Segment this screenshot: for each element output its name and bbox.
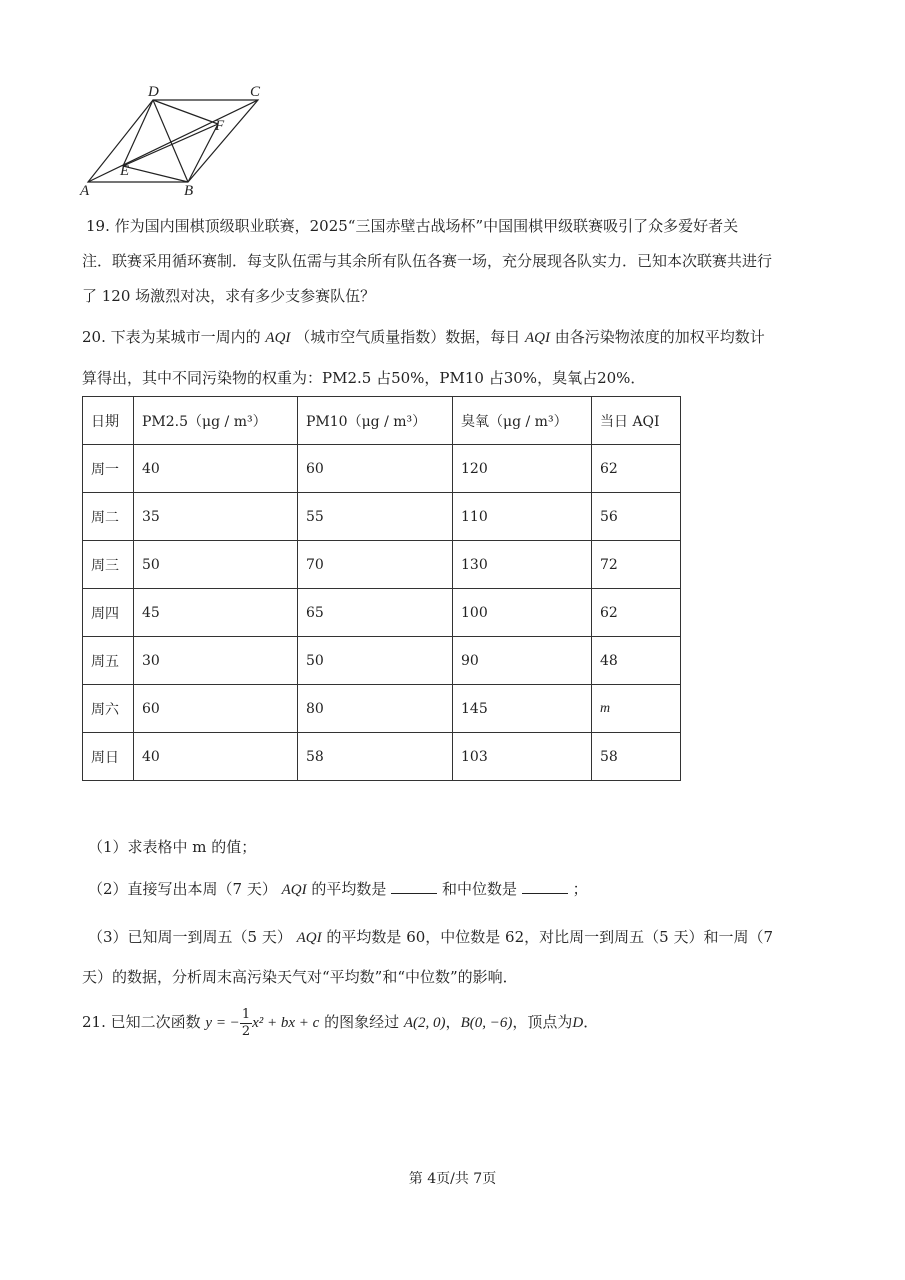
q21-end: ． [583,1013,599,1031]
header-pm10: PM10（μg / m³） [298,397,453,445]
q19-line3: 了 120 场激烈对决，求有多少支参赛队伍？ [82,287,376,305]
q21-tail: ，顶点为 [512,1013,573,1031]
q20-line1-a: 20. 下表为某城市一周内的 [82,328,261,346]
q20-sub2-c: 和中位数是 [442,880,518,898]
aqi-term: AQI [296,930,322,946]
q20-sub2-b: 的平均数是 [311,880,387,898]
table-cell: 周日 [83,733,134,781]
table-cell: 60 [134,685,298,733]
aqi-table [82,396,681,781]
table-cell: 58 [298,733,453,781]
answer-blank-mean [391,879,437,894]
q21-prefix: 21. 已知二次函数 [82,1013,201,1031]
table-cell: 48 [592,637,681,685]
table-cell: 145 [453,685,592,733]
table-cell: 周六 [83,685,134,733]
table-cell: 60 [298,445,453,493]
label-D: D [148,84,159,100]
table-cell: 70 [298,541,453,589]
table-cell: 40 [134,445,298,493]
table-cell: 100 [453,589,592,637]
q20-sub2-a: （2）直接写出本周（7 天） [88,880,277,898]
q21-rest: x² + bx + c [252,1015,320,1031]
label-C: C [250,84,261,100]
label-A: A [80,183,90,199]
q20-line2: 算得出，其中不同污染物的权重为：PM2.5 占50%，PM10 占30%，臭氧占20%． [82,369,646,387]
table-cell: 周三 [83,541,134,589]
table-cell: 周一 [83,445,134,493]
table-row [83,589,681,637]
table-cell: 80 [298,685,453,733]
point-B: B(0, −6) [460,1015,513,1031]
table-cell: 50 [298,637,453,685]
table-cell: 65 [298,589,453,637]
point-D: D [572,1015,584,1031]
label-E: E [120,163,130,179]
table-cell: 72 [592,541,681,589]
diagonal-DB [153,100,188,182]
q20-sub3-line2: 天）的数据，分析周末高污染天气对“平均数”和“中位数”的影响． [82,968,518,986]
label-B: B [184,183,194,199]
table-cell: 130 [453,541,592,589]
table-cell: 58 [592,733,681,781]
diagonal-AC [88,100,258,182]
q19-line1: 19. 作为国内围棋顶级职业联赛，2025“三国赤壁古战场杯”中国围棋甲级联赛吸引了众多爱好者关 [86,217,739,235]
q20-sub2-d: ； [572,880,588,898]
q21-y-eq: y = − [205,1015,240,1031]
table-cell: 55 [298,493,453,541]
table-cell: 40 [134,733,298,781]
fraction-one-half [240,1007,252,1040]
table-cell: 周二 [83,493,134,541]
table-cell: 120 [453,445,592,493]
table-cell: 62 [592,589,681,637]
table-cell: 62 [592,445,681,493]
table-row [83,685,681,733]
table-cell: 30 [134,637,298,685]
aqi-term: AQI [524,330,550,346]
table-cell: 50 [134,541,298,589]
table-cell: 90 [453,637,592,685]
q20-sub3-b: 的平均数是 60，中位数是 62，对比周一到周五（5 天）和一周（7 [326,928,773,946]
table-row [83,637,681,685]
table-cell: 103 [453,733,592,781]
q20-sub2 [88,878,588,899]
segment-EF [123,124,218,166]
q20-line1 [82,326,765,347]
header-pm25: PM2.5（μg / m³） [134,397,298,445]
header-date: 日期 [83,397,134,445]
segment-DF [153,100,218,124]
table-cell-unknown-m: m [592,685,681,733]
fraction-numerator: 1 [241,1006,251,1022]
table-cell: 周五 [83,637,134,685]
parallelogram-diagram [78,82,278,202]
segment-EB [123,166,188,182]
aqi-term: AQI [265,330,291,346]
table-row [83,541,681,589]
q20-sub3-a: （3）已知周一到周五（5 天） [88,928,292,946]
q20-sub3 [88,926,773,947]
table-row [83,733,681,781]
table-header-row [83,397,681,445]
table-cell: 45 [134,589,298,637]
table-cell: 周四 [83,589,134,637]
table-cell: 56 [592,493,681,541]
header-aqi: 当日 AQI [592,397,681,445]
header-ozone: 臭氧（μg / m³） [453,397,592,445]
parallelogram-figure [78,82,278,202]
answer-blank-median [522,879,568,894]
label-F: F [215,118,225,134]
q21-mid: 的图象经过 [324,1013,400,1031]
table-row [83,445,681,493]
q19-line2: 注．联赛采用循环赛制．每支队伍需与其余所有队伍各赛一场，充分展现各队实力．已知本次联赛共进行 [82,252,773,270]
q20-sub1: （1）求表格中 m 的值； [88,838,257,856]
table-cell: 35 [134,493,298,541]
page-footer: 第 4页/共 7页 [408,1171,497,1187]
fraction-denominator: 2 [241,1023,251,1039]
q21-comma: ， [445,1013,461,1031]
q21-line [82,1000,598,1044]
q20-line1-b: （城市空气质量指数）数据，每日 [295,328,521,346]
table-row [83,493,681,541]
point-A: A(2, 0) [403,1015,446,1031]
table-cell: 110 [453,493,592,541]
aqi-term: AQI [281,882,307,898]
q20-line1-c: 由各污染物浓度的加权平均数计 [554,328,765,346]
